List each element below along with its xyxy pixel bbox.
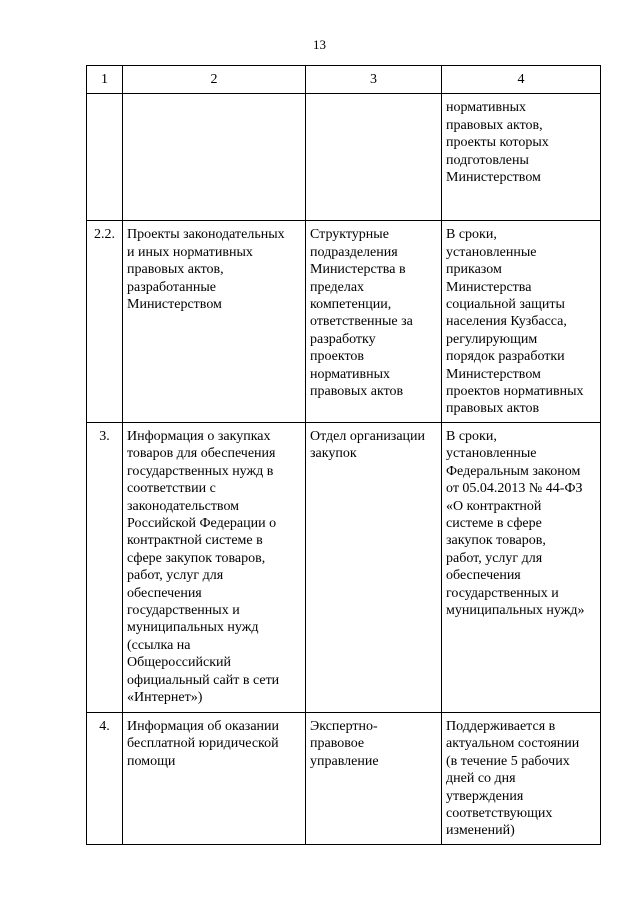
- responsible-cell: [306, 94, 442, 221]
- header-cell: 2: [123, 66, 306, 94]
- header-cell: 4: [442, 66, 601, 94]
- table-header-row: [87, 66, 601, 94]
- deadline-cell: В сроки, установленные приказом Министерства социальной защиты населения Кузбасса, регулирующим порядок разработки Министерством проектов нормативных правовых актов: [442, 221, 601, 422]
- info-cell: Проекты законодательных и иных нормативных правовых актов, разработанные Министерством: [123, 221, 306, 422]
- table-row: [87, 422, 601, 712]
- header-cell: 1: [87, 66, 123, 94]
- row-number-cell: 2.2.: [87, 221, 123, 422]
- document-table: [86, 65, 601, 845]
- row-number-cell: 4.: [87, 712, 123, 844]
- deadline-cell: Поддерживается в актуальном состоянии (в течение 5 рабочих дней со дня утверждения соответствующих изменений): [442, 712, 601, 844]
- responsible-cell: Экспертно- правовое управление: [306, 712, 442, 844]
- responsible-cell: Структурные подразделения Министерства в пределах компетенции, ответственные за разработку проектов нормативных правовых актов: [306, 221, 442, 422]
- deadline-cell: нормативных правовых актов, проекты которых подготовлены Министерством: [442, 94, 601, 221]
- responsible-cell: Отдел организации закупок: [306, 422, 442, 712]
- info-cell: [123, 94, 306, 221]
- row-number-cell: 3.: [87, 422, 123, 712]
- table-row: [87, 221, 601, 422]
- deadline-cell: В сроки, установленные Федеральным законом от 05.04.2013 № 44-ФЗ «О контрактной системе в сфере закупок товаров, работ, услуг для обеспечения государственных и муниципальных нужд»: [442, 422, 601, 712]
- table-row: [87, 94, 601, 221]
- table-row: [87, 712, 601, 844]
- info-cell: Информация об оказании бесплатной юридической помощи: [123, 712, 306, 844]
- row-number-cell: [87, 94, 123, 221]
- header-cell: 3: [306, 66, 442, 94]
- page-number: 13: [313, 37, 326, 52]
- info-cell: Информация о закупках товаров для обеспечения государственных нужд в соответствии с законодательством Российской Федерации о контрактной системе в сфере закупок товаров, работ, услуг для обеспечения государственных и муниципальных нужд (ссылка на Общероссийский официальный сайт в сети «Интернет»): [123, 422, 306, 712]
